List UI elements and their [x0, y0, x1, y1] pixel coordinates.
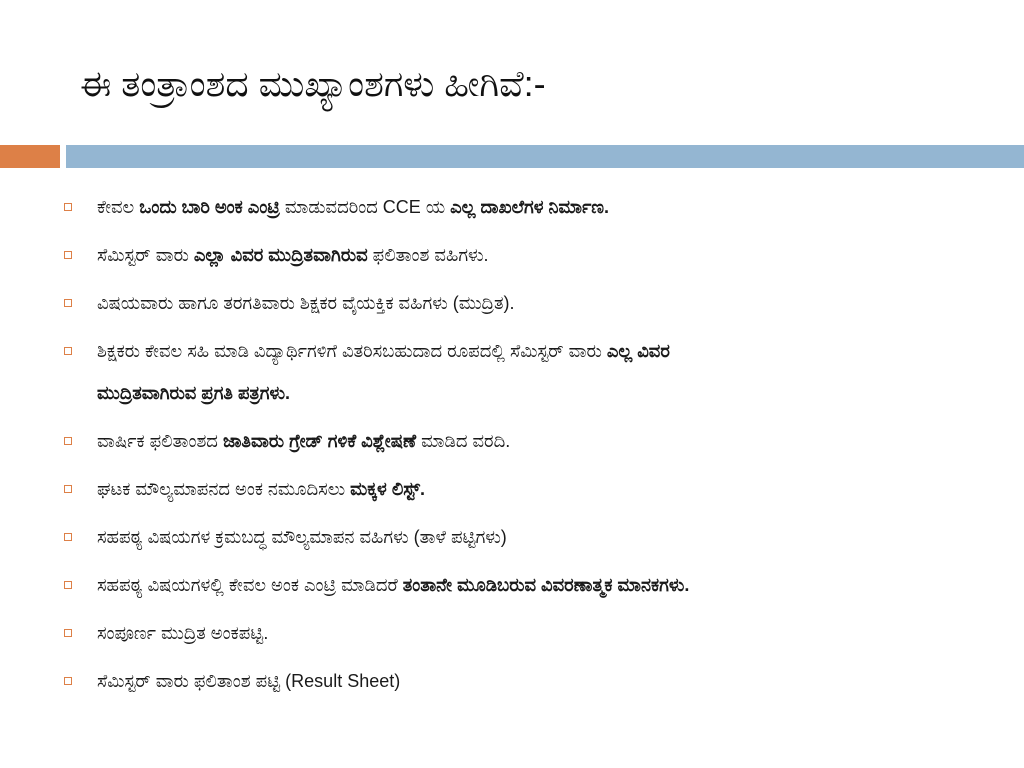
bullet-text: ಸಂಪೂರ್ಣ ಮುದ್ರಿತ ಅಂಕಪಟ್ಟಿ. [97, 623, 269, 643]
hollow-square-icon [64, 533, 72, 541]
bullet-body [97, 564, 962, 606]
bullet-line [97, 330, 962, 372]
bullet-body [97, 420, 962, 462]
hollow-square-icon [64, 299, 72, 307]
bullet-body [97, 468, 962, 510]
header-divider-bar [66, 145, 1024, 168]
bullet-item [62, 468, 962, 510]
hollow-square-icon [64, 437, 72, 445]
accent-bar [0, 145, 60, 168]
hollow-square-icon [64, 485, 72, 493]
hollow-square-icon [64, 347, 72, 355]
bullet-marker [62, 660, 97, 702]
bullet-text: ಕೇವಲ [97, 197, 135, 217]
bullet-text: ಸೆಮಿಸ್ಟರ್ ವಾರು ಫಲಿತಾಂಶ ಪಟ್ಟಿ (Result Sheet) [97, 671, 401, 691]
bullet-body [97, 234, 962, 276]
bullet-line [97, 234, 962, 276]
bullet-text: ವಾರ್ಷಿಕ ಫಲಿತಾಂಶದ [97, 431, 218, 451]
bullet-line [97, 564, 962, 606]
bullet-line [97, 282, 962, 324]
slide-title: ಈ ತಂತ್ರಾಂಶದ ಮುಖ್ಯಾಂಶಗಳು ಹೀಗಿವೆ:- [80, 63, 546, 104]
bullet-item [62, 516, 962, 558]
bullet-text-bold: ಒಂದು ಬಾರಿ ಅಂಕ ಎಂಟ್ರಿ [139, 197, 280, 217]
hollow-square-icon [64, 581, 72, 589]
bullet-text: ಮಾಡುವದರಿಂದ CCE ಯ [284, 197, 446, 217]
bullet-body [97, 186, 962, 228]
bullet-marker [62, 186, 97, 228]
bullet-marker [62, 612, 97, 654]
bullet-marker [62, 420, 97, 462]
bullet-body [97, 516, 962, 558]
bullet-marker [62, 282, 97, 324]
hollow-square-icon [64, 203, 72, 211]
bullet-marker [62, 330, 97, 372]
bullet-text-bold: ತಂತಾನೇ ಮೂಡಿಬರುವ ವಿವರಣಾತ್ಮಕ ಮಾನಕಗಳು. [402, 575, 690, 595]
bullet-line [97, 612, 962, 654]
bullet-body [97, 612, 962, 654]
bullet-text: ಫಲಿತಾಂಶ ವಹಿಗಳು. [372, 245, 489, 265]
bullet-text: ಮಾಡಿದ ವರದಿ. [421, 431, 511, 451]
bullet-line [97, 468, 962, 510]
bullet-line [97, 516, 962, 558]
bullet-item [62, 234, 962, 276]
bullet-item [62, 420, 962, 462]
bullet-text-bold: ಎಲ್ಲ ವಿವರ [606, 341, 670, 361]
bullet-text: ಸಹಪಠ್ಯ ವಿಷಯಗಳ ಕ್ರಮಬದ್ಧ ಮೌಲ್ಯಮಾಪನ ವಹಿಗಳು (ತಾಳೆ ಪಟ್ಟಿಗಳು) [97, 527, 507, 547]
bullet-text-bold: ಎಲ್ಲಾ ವಿವರ ಮುದ್ರಿತವಾಗಿರುವ [193, 245, 368, 265]
bullet-line [97, 660, 962, 702]
hollow-square-icon [64, 629, 72, 637]
hollow-square-icon [64, 677, 72, 685]
bullet-body [97, 282, 962, 324]
bullet-body [97, 330, 962, 414]
bullet-text: ಘಟಕ ಮೌಲ್ಯಮಾಪನದ ಅಂಕ ನಮೂದಿಸಲು [97, 479, 346, 499]
bullet-item [62, 564, 962, 606]
bullet-list [62, 186, 962, 708]
hollow-square-icon [64, 251, 72, 259]
bullet-body [97, 660, 962, 702]
bullet-item [62, 660, 962, 702]
bullet-line [97, 186, 962, 228]
bullet-text: ಸೆಮಿಸ್ಟರ್ ವಾರು [97, 245, 189, 265]
bullet-text-bold: ಜಾತಿವಾರು ಗ್ರೇಡ್ ಗಳಿಕೆ ವಿಶ್ಲೇಷಣೆ [222, 431, 417, 451]
bullet-text: ಶಿಕ್ಷಕರು ಕೇವಲ ಸಹಿ ಮಾಡಿ ವಿದ್ಯಾರ್ಥಿಗಳಿಗೆ ವಿತರಿಸಬಹುದಾದ ರೂಪದಲ್ಲಿ ಸೆಮಿಸ್ಟರ್ ವಾರು [97, 341, 602, 361]
bullet-marker [62, 516, 97, 558]
bullet-item [62, 330, 962, 414]
bullet-text: ಸಹಪಠ್ಯ ವಿಷಯಗಳಲ್ಲಿ ಕೇವಲ ಅಂಕ ಎಂಟ್ರಿ ಮಾಡಿದರೆ [97, 575, 398, 595]
bullet-marker [62, 468, 97, 510]
bullet-item [62, 612, 962, 654]
bullet-item [62, 282, 962, 324]
bullet-line [97, 420, 962, 462]
bullet-text-bold: ಎಲ್ಲ ದಾಖಲೆಗಳ ನಿರ್ಮಾಣ. [450, 197, 610, 217]
bullet-marker [62, 234, 97, 276]
bullet-text: ವಿಷಯವಾರು ಹಾಗೂ ತರಗತಿವಾರು ಶಿಕ್ಷಕರ ವೈಯಕ್ತಿಕ ವಹಿಗಳು (ಮುದ್ರಿತ). [97, 293, 515, 313]
bullet-marker [62, 564, 97, 606]
bullet-item [62, 186, 962, 228]
bullet-text-bold: ಮಕ್ಕಳ ಲಿಸ್ಟ್. [350, 479, 425, 499]
bullet-line [97, 372, 962, 414]
bullet-text-bold: ಮುದ್ರಿತವಾಗಿರುವ ಪ್ರಗತಿ ಪತ್ರಗಳು. [97, 383, 291, 403]
